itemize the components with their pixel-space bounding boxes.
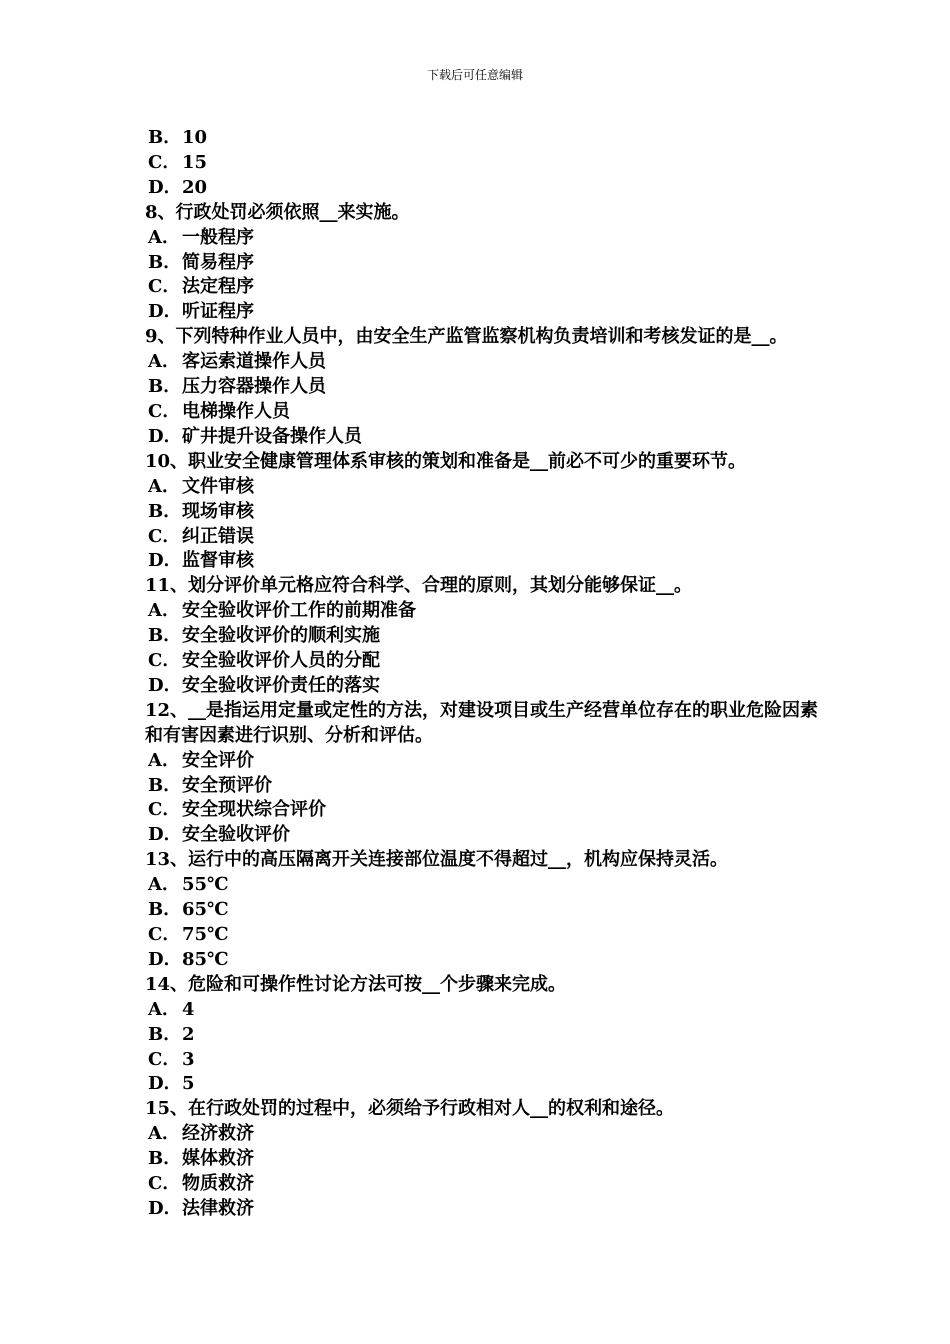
option-text: 矿井提升设备操作人员	[182, 425, 362, 447]
option-item	[145, 176, 825, 201]
option-item	[145, 1048, 825, 1073]
option-text: 4	[182, 998, 195, 1020]
option-letter: B．	[148, 127, 182, 148]
option-text: 法定程序	[182, 276, 254, 298]
option-item	[145, 1147, 825, 1172]
option-item	[145, 649, 825, 674]
option-text: 安全验收评价的顺利实施	[182, 625, 380, 647]
question-text: 11、划分评价单元格应符合科学、合理的原则，其划分能够保证__。	[145, 575, 693, 597]
option-item	[145, 300, 825, 325]
option-item	[145, 549, 825, 574]
option-letter: A．	[148, 475, 180, 497]
option-item	[145, 923, 825, 948]
option-text: 物质救济	[182, 1173, 254, 1195]
option-text: 2	[182, 1023, 195, 1045]
option-text: 65℃	[182, 899, 229, 921]
option-letter: B．	[148, 376, 182, 398]
option-letter: D．	[148, 1073, 182, 1095]
question-text: 15、在行政处罚的过程中，必须给予行政相对人__的权利和途径。	[145, 1098, 675, 1120]
option-letter: D．	[148, 425, 182, 447]
option-letter: A．	[148, 226, 180, 248]
option-text: 文件审核	[182, 475, 254, 497]
option-text: 媒体救济	[182, 1148, 254, 1170]
option-letter: A．	[148, 1123, 180, 1145]
option-letter: B．	[148, 899, 182, 921]
option-item	[145, 275, 825, 300]
option-letter: A．	[148, 600, 180, 622]
option-item	[145, 873, 825, 898]
option-letter: A．	[148, 998, 180, 1020]
option-item	[145, 998, 825, 1023]
option-item	[145, 674, 825, 699]
option-text: 55℃	[182, 874, 229, 896]
option-letter: C．	[148, 276, 181, 298]
option-text: 法律救济	[182, 1197, 254, 1219]
option-text: 10	[182, 127, 208, 148]
option-item	[145, 1072, 825, 1097]
option-text: 简易程序	[182, 251, 254, 273]
option-text: 安全验收评价工作的前期准备	[182, 600, 416, 622]
document-body	[145, 126, 825, 1222]
option-item	[145, 525, 825, 550]
option-item	[145, 749, 825, 774]
option-item	[145, 1172, 825, 1197]
option-text: 纠正错误	[182, 525, 254, 547]
option-item	[145, 798, 825, 823]
option-text: 20	[182, 176, 208, 198]
option-letter: C．	[148, 400, 181, 422]
option-text: 15	[182, 151, 208, 173]
question-text: 10、职业安全健康管理体系审核的策划和准备是__前必不可少的重要环节。	[145, 450, 747, 472]
option-letter: D．	[148, 1197, 182, 1219]
question-text: 9、下列特种作业人员中，由安全生产监管监察机构负责培训和考核发证的是__。	[145, 326, 788, 348]
option-item	[145, 475, 825, 500]
option-letter: D．	[148, 176, 182, 198]
option-letter: D．	[148, 550, 182, 572]
option-text: 客运索道操作人员	[182, 351, 326, 373]
option-text: 85℃	[182, 948, 229, 970]
option-letter: B．	[148, 251, 182, 273]
option-text: 经济救济	[182, 1123, 254, 1145]
option-letter: C．	[148, 799, 181, 821]
option-letter: C．	[148, 1048, 181, 1070]
option-letter: A．	[148, 874, 180, 896]
option-letter: B．	[148, 774, 182, 796]
option-item	[145, 774, 825, 799]
option-item	[145, 500, 825, 525]
option-text: 监督审核	[182, 550, 254, 572]
option-letter: A．	[148, 749, 180, 771]
option-text: 电梯操作人员	[182, 400, 290, 422]
option-item	[145, 599, 825, 624]
option-item	[145, 425, 825, 450]
option-letter: D．	[148, 948, 182, 970]
option-text: 安全验收评价	[182, 824, 290, 846]
option-item	[145, 624, 825, 649]
option-text: 安全验收评价人员的分配	[182, 650, 380, 672]
option-letter: B．	[148, 500, 182, 522]
question-text: 14、危险和可操作性讨论方法可按__个步骤来完成。	[145, 973, 567, 995]
option-item	[145, 251, 825, 276]
option-letter: A．	[148, 351, 180, 373]
option-letter: C．	[148, 650, 181, 672]
page-header: 下载后可任意编辑	[426, 68, 523, 82]
option-item	[145, 151, 825, 176]
option-text: 安全验收评价责任的落实	[182, 674, 380, 696]
option-item	[145, 1023, 825, 1048]
option-item	[145, 226, 825, 251]
option-item	[145, 375, 825, 400]
option-item	[145, 400, 825, 425]
option-text: 5	[182, 1073, 195, 1095]
option-text: 一般程序	[182, 226, 254, 248]
option-item	[145, 350, 825, 375]
option-text: 3	[182, 1048, 195, 1070]
option-text: 听证程序	[182, 301, 254, 323]
option-item	[145, 823, 825, 848]
option-letter: D．	[148, 674, 182, 696]
option-text: 安全现状综合评价	[182, 799, 326, 821]
option-letter: C．	[148, 151, 181, 173]
option-item	[145, 126, 825, 151]
option-text: 75℃	[182, 924, 229, 945]
option-item	[145, 1197, 825, 1222]
option-item	[145, 898, 825, 923]
option-letter: D．	[148, 301, 182, 323]
option-letter: C．	[148, 924, 181, 945]
option-item	[145, 948, 825, 973]
option-text: 安全评价	[182, 749, 254, 771]
question-text: 12、__是指运用定量或定性的方法，对建设项目或生产经营单位存在的职业危险因素和有害因素进行识别、分析和评估。	[145, 699, 819, 746]
option-letter: C．	[148, 1173, 181, 1195]
option-text: 安全预评价	[182, 774, 272, 796]
question-text: 8、行政处罚必须依照__来实施。	[145, 201, 410, 223]
option-letter: B．	[148, 1148, 182, 1170]
option-letter: D．	[148, 824, 182, 846]
question-text: 13、运行中的高压隔离开关连接部位温度不得超过__，机构应保持灵活。	[145, 849, 729, 871]
option-letter: C．	[148, 525, 181, 547]
option-text: 压力容器操作人员	[182, 376, 326, 398]
option-letter: B．	[148, 1023, 182, 1045]
option-letter: B．	[148, 625, 182, 647]
option-item	[145, 1122, 825, 1147]
option-text: 现场审核	[182, 500, 254, 522]
